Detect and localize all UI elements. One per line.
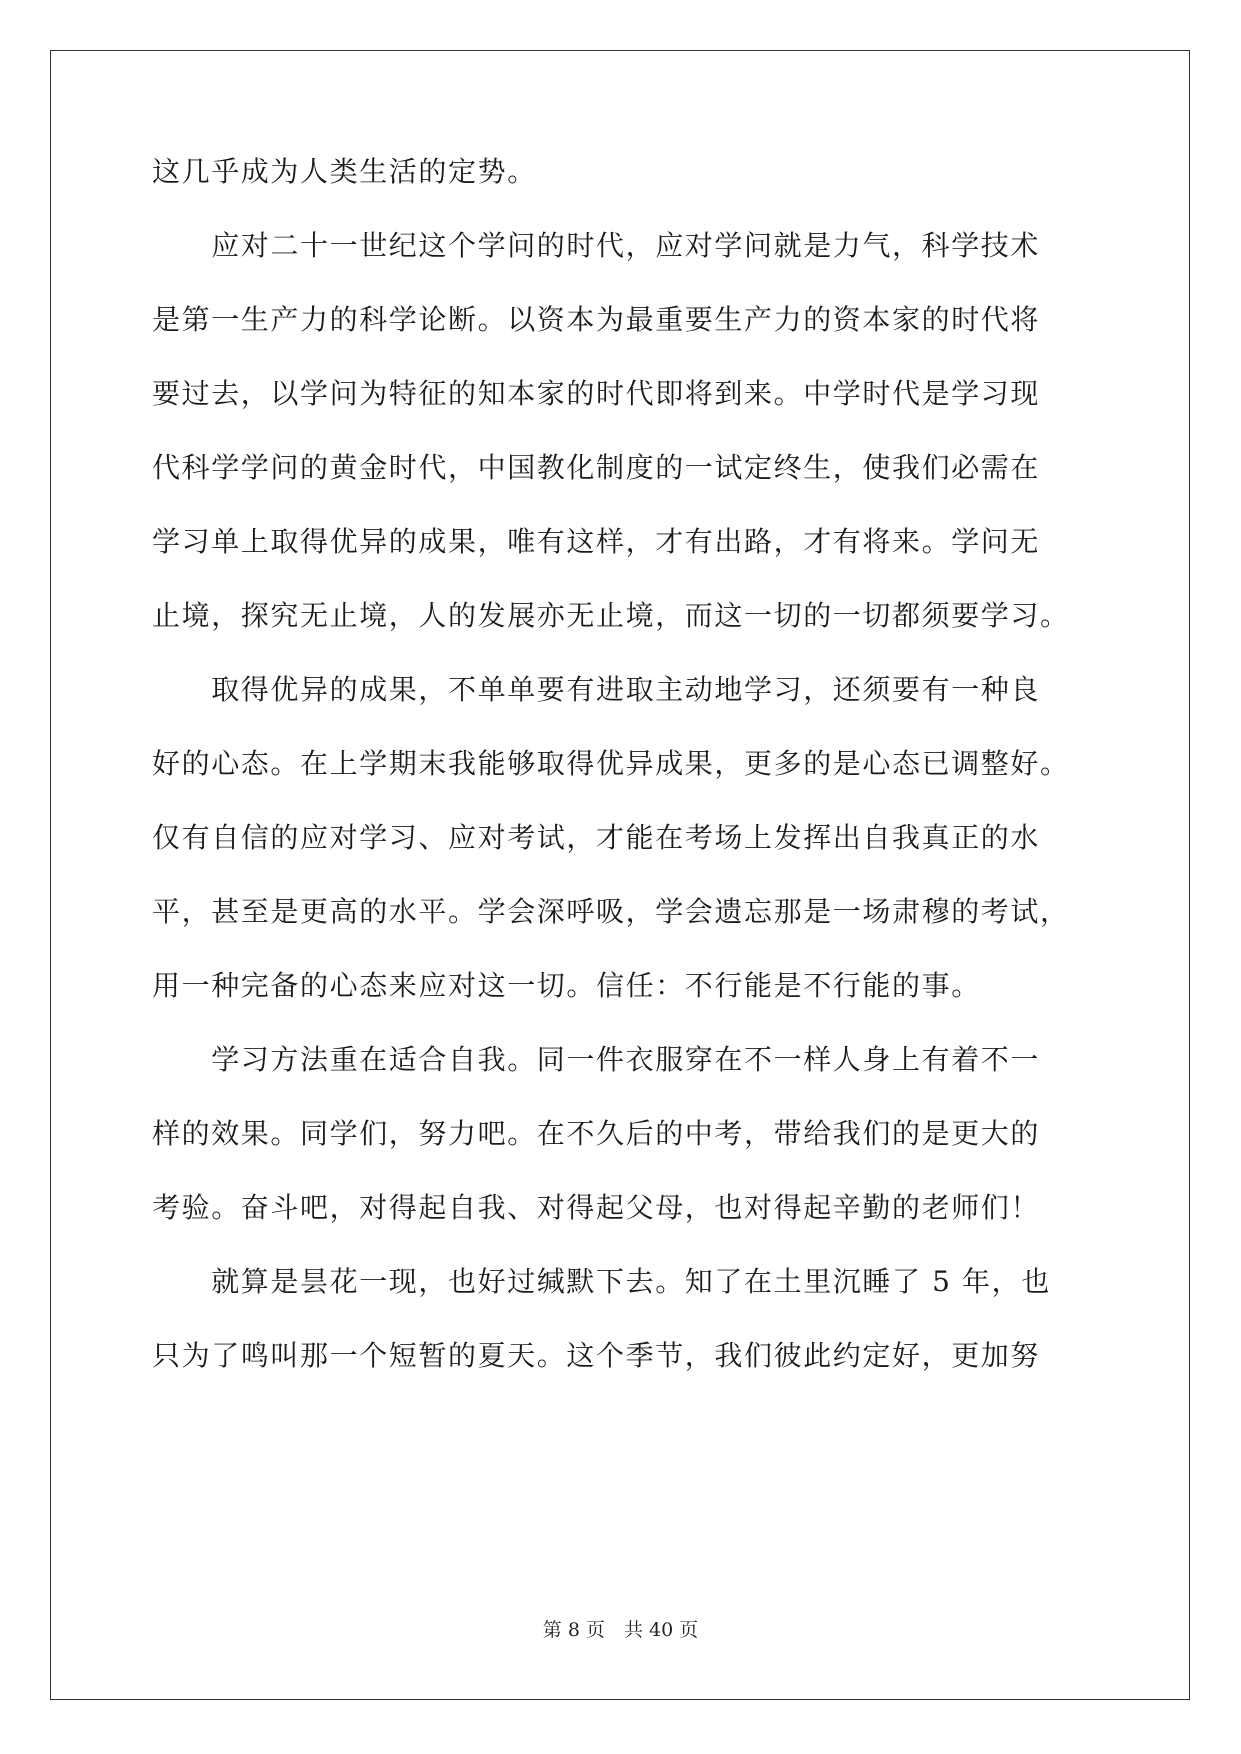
- text-line: 学习方法重在适合自我。同一件衣服穿在不一样人身上有着不一: [152, 1043, 1041, 1076]
- text-line: 样的效果。同学们，努力吧。在不久后的中考，带给我们的是更大的: [152, 1117, 1041, 1150]
- text-line: 只为了鸣叫那一个短暂的夏天。这个季节，我们彼此约定好，更加努: [152, 1339, 1041, 1372]
- text-line: 要过去，以学问为特征的知本家的时代即将到来。中学时代是学习现: [152, 377, 1041, 410]
- text-line: 取得优异的成果，不单单要有进取主动地学习，还须要有一种良: [152, 673, 1041, 706]
- text-line: 学习单上取得优异的成果，唯有这样，才有出路，才有将来。学问无: [152, 525, 1041, 558]
- text-line: 这几乎成为人类生活的定势。: [152, 155, 537, 188]
- text-line: 平，甚至是更高的水平。学会深呼吸，学会遗忘那是一场肃穆的考试，: [152, 895, 1070, 928]
- text-line: 好的心态。在上学期末我能够取得优异成果，更多的是心态已调整好。: [152, 747, 1070, 780]
- text-line: 就算是昙花一现，也好过缄默下去。知了在土里沉睡了 5 年，也: [152, 1265, 1051, 1298]
- page-footer: [0, 1618, 1241, 1642]
- text-line: 应对二十一世纪这个学问的时代，应对学问就是力气，科学技术: [152, 229, 1041, 262]
- text-line: 仅有自信的应对学习、应对考试，才能在考场上发挥出自我真正的水: [152, 821, 1041, 854]
- text-line: 止境，探究无止境，人的发展亦无止境，而这一切的一切都须要学习。: [152, 599, 1070, 632]
- page-border: [50, 50, 1190, 1700]
- page-number-label: 第 8 页 共 40 页: [542, 1619, 699, 1641]
- text-line: 是第一生产力的科学论断。以资本为最重要生产力的资本家的时代将: [152, 303, 1041, 336]
- text-line: 用一种完备的心态来应对这一切。信任：不行能是不行能的事。: [152, 969, 981, 1002]
- text-line: 代科学学问的黄金时代，中国教化制度的一试定终生，使我们必需在: [152, 451, 1041, 484]
- text-line: 考验。奋斗吧，对得起自我、对得起父母，也对得起辛勤的老师们！: [152, 1191, 1041, 1224]
